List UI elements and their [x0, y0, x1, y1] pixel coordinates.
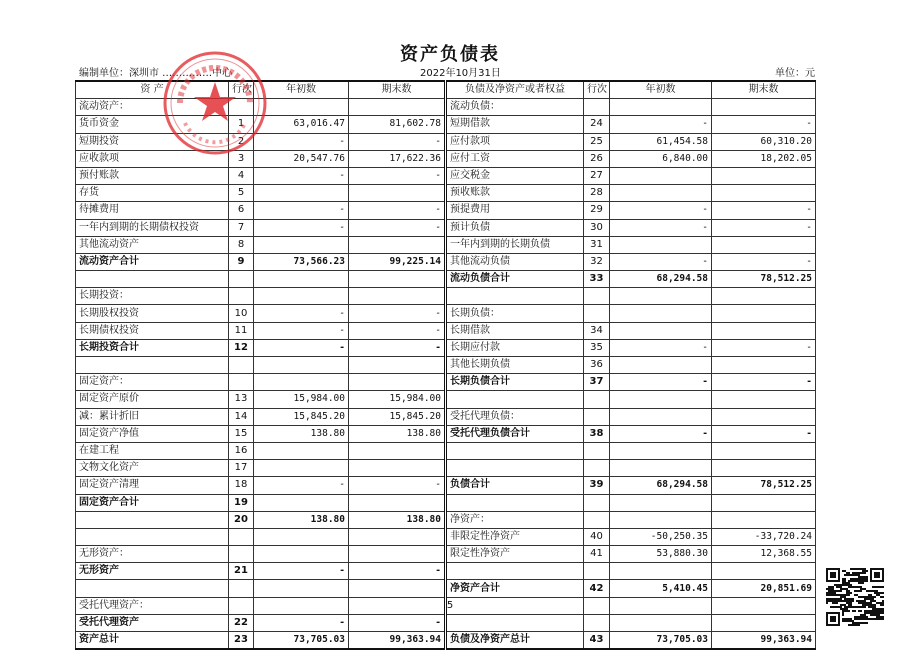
asset-end: 15,984.00 [349, 391, 446, 408]
liability-begin [610, 442, 712, 459]
asset-end: - [349, 305, 446, 322]
asset-end [349, 460, 446, 477]
liability-end [712, 305, 816, 322]
liability-line: 33 [584, 271, 610, 288]
liability-name: 受托代理负债合计 [446, 425, 584, 442]
liability-name: 流动负债： [446, 99, 584, 116]
asset-end: - [349, 322, 446, 339]
asset-end: 138.80 [349, 511, 446, 528]
asset-name: 无形资产 [76, 563, 229, 580]
asset-name: 长期投资： [76, 288, 229, 305]
liability-begin: 68,294.58 [610, 477, 712, 494]
asset-end: 99,363.94 [349, 632, 446, 650]
header-liability: 负债及净资产或者权益 [446, 81, 584, 99]
liability-begin: 61,454.58 [610, 133, 712, 150]
liability-line: 31 [584, 236, 610, 253]
table-row [76, 442, 816, 459]
asset-name: 固定资产净值 [76, 425, 229, 442]
liability-name: 预收账款 [446, 185, 584, 202]
table-row [76, 614, 816, 631]
liability-line [584, 408, 610, 425]
liability-begin [610, 357, 712, 374]
asset-begin: 138.80 [254, 511, 349, 528]
asset-begin: 20,547.76 [254, 150, 349, 167]
header-begin: 年初数 [254, 81, 349, 99]
liability-begin [610, 322, 712, 339]
official-seal-stamp [160, 48, 270, 158]
liability-end: - [712, 339, 816, 356]
asset-line: 18 [229, 477, 254, 494]
asset-begin: - [254, 219, 349, 236]
asset-name [76, 357, 229, 374]
liability-name [446, 391, 584, 408]
asset-begin: - [254, 167, 349, 184]
table-row [76, 477, 816, 494]
asset-end [349, 357, 446, 374]
asset-begin [254, 494, 349, 511]
liability-name: 长期负债合计 [446, 374, 584, 391]
asset-end: - [349, 563, 446, 580]
liability-begin [610, 494, 712, 511]
asset-line [229, 580, 254, 597]
liability-end: - [712, 202, 816, 219]
liability-begin [610, 288, 712, 305]
liability-line: 29 [584, 202, 610, 219]
liability-begin: - [610, 425, 712, 442]
asset-begin [254, 288, 349, 305]
liability-name: 预计负债 [446, 219, 584, 236]
asset-begin [254, 185, 349, 202]
asset-end [349, 374, 446, 391]
asset-line: 4 [229, 167, 254, 184]
table-row [76, 391, 816, 408]
liability-end [712, 236, 816, 253]
asset-begin: - [254, 614, 349, 631]
asset-line: 22 [229, 614, 254, 631]
liability-line: 27 [584, 167, 610, 184]
table-row [76, 494, 816, 511]
liability-end [712, 494, 816, 511]
liability-end: 78,512.25 [712, 271, 816, 288]
asset-end: - [349, 477, 446, 494]
header-end-2: 期末数 [712, 81, 816, 99]
asset-end [349, 99, 446, 116]
liability-end: 78,512.25 [712, 477, 816, 494]
asset-line: 9 [229, 253, 254, 270]
asset-end: - [349, 614, 446, 631]
table-row [76, 511, 816, 528]
liability-begin: -50,250.35 [610, 528, 712, 545]
asset-end: - [349, 202, 446, 219]
liability-line: 37 [584, 374, 610, 391]
table-row [76, 236, 816, 253]
liability-end: 12,368.55 [712, 546, 816, 563]
liability-line [584, 99, 610, 116]
asset-begin: - [254, 322, 349, 339]
liability-end: - [712, 219, 816, 236]
liability-end [712, 391, 816, 408]
asset-name: 无形资产： [76, 546, 229, 563]
liability-end [712, 185, 816, 202]
asset-end: 15,845.20 [349, 408, 446, 425]
header-asset: 资 产 [76, 81, 229, 99]
header-begin-2: 年初数 [610, 81, 712, 99]
asset-end: 81,602.78 [349, 116, 446, 133]
liability-begin [610, 167, 712, 184]
liability-name [446, 460, 584, 477]
asset-line: 16 [229, 442, 254, 459]
liability-name: 预提费用 [446, 202, 584, 219]
header-line-2: 行次 [584, 81, 610, 99]
asset-begin: - [254, 133, 349, 150]
liability-begin [610, 511, 712, 528]
asset-name: 应收款项 [76, 150, 229, 167]
asset-begin [254, 580, 349, 597]
asset-name: 长期债权投资 [76, 322, 229, 339]
liability-name: 负债合计 [446, 477, 584, 494]
liability-end: -33,720.24 [712, 528, 816, 545]
liability-line [584, 288, 610, 305]
header-end: 期末数 [349, 81, 446, 99]
asset-name: 文物文化资产 [76, 460, 229, 477]
table-row [76, 271, 816, 288]
table-row [76, 288, 816, 305]
header-line: 行次 [229, 81, 254, 99]
liability-line: 32 [584, 253, 610, 270]
liability-begin: - [610, 339, 712, 356]
liability-name: 一年内到期的长期负债 [446, 236, 584, 253]
liability-line: 35 [584, 339, 610, 356]
asset-line: 14 [229, 408, 254, 425]
asset-name: 预付账款 [76, 167, 229, 184]
liability-name [446, 442, 584, 459]
asset-end: 138.80 [349, 425, 446, 442]
asset-name: 减：累计折旧 [76, 408, 229, 425]
liability-line: 39 [584, 477, 610, 494]
asset-name: 受托代理资产 [76, 614, 229, 631]
asset-name: 一年内到期的长期债权投资 [76, 219, 229, 236]
liability-line: 41 [584, 546, 610, 563]
asset-begin: - [254, 563, 349, 580]
asset-name: 短期投资 [76, 133, 229, 150]
asset-name: 货币资金 [76, 116, 229, 133]
asset-begin: 138.80 [254, 425, 349, 442]
liability-end [712, 460, 816, 477]
liability-name: 长期应付款 [446, 339, 584, 356]
asset-name: 固定资产清理 [76, 477, 229, 494]
liability-line [584, 442, 610, 459]
liability-begin: 73,705.03 [610, 632, 712, 650]
liability-begin: 68,294.58 [610, 271, 712, 288]
liability-end [712, 442, 816, 459]
asset-line: 8 [229, 236, 254, 253]
liability-end: 20,851.69 [712, 580, 816, 597]
asset-line: 11 [229, 322, 254, 339]
prepared-by: 编制单位：深圳市 ……………中心 [79, 68, 233, 79]
asset-name: 流动资产： [76, 99, 229, 116]
asset-line: 6 [229, 202, 254, 219]
liability-begin [610, 460, 712, 477]
liability-end [712, 614, 816, 631]
asset-line [229, 288, 254, 305]
asset-line [229, 357, 254, 374]
asset-end: 17,622.36 [349, 150, 446, 167]
liability-line: 30 [584, 219, 610, 236]
asset-line: 1 [229, 116, 254, 133]
liability-line: 34 [584, 322, 610, 339]
table-row [76, 185, 816, 202]
report-date: 2022年10月31日 [420, 68, 501, 79]
liability-line: 25 [584, 133, 610, 150]
asset-name [76, 511, 229, 528]
table-row [76, 339, 816, 356]
asset-end [349, 271, 446, 288]
asset-name: 受托代理资产： [76, 597, 229, 614]
asset-begin [254, 374, 349, 391]
asset-begin [254, 271, 349, 288]
asset-begin: - [254, 202, 349, 219]
table-row [76, 580, 816, 597]
table-row [76, 357, 816, 374]
table-row [76, 632, 816, 650]
asset-begin [254, 528, 349, 545]
liability-begin [610, 614, 712, 631]
liability-name: 受托代理负债： [446, 408, 584, 425]
table-row [76, 202, 816, 219]
asset-line: 17 [229, 460, 254, 477]
liability-name: 净资产合计 [446, 580, 584, 597]
asset-line: 23 [229, 632, 254, 650]
asset-line: 3 [229, 150, 254, 167]
asset-begin [254, 442, 349, 459]
asset-line: 10 [229, 305, 254, 322]
table-row [76, 374, 816, 391]
asset-line [229, 374, 254, 391]
asset-end: - [349, 133, 446, 150]
liability-begin: - [610, 219, 712, 236]
asset-end [349, 288, 446, 305]
liability-line: 42 [584, 580, 610, 597]
liability-begin: - [610, 374, 712, 391]
liability-name [446, 614, 584, 631]
liability-line [584, 494, 610, 511]
asset-line [229, 271, 254, 288]
asset-begin [254, 236, 349, 253]
liability-end: - [712, 116, 816, 133]
asset-name: 固定资产原价 [76, 391, 229, 408]
asset-line [229, 528, 254, 545]
table-row [76, 528, 816, 545]
liability-line: 28 [584, 185, 610, 202]
liability-begin [610, 236, 712, 253]
liability-name [446, 494, 584, 511]
liability-begin: 53,880.30 [610, 546, 712, 563]
liability-line: 24 [584, 116, 610, 133]
asset-name: 其他流动资产 [76, 236, 229, 253]
liability-end [712, 167, 816, 184]
asset-begin [254, 460, 349, 477]
asset-line: 20 [229, 511, 254, 528]
asset-name [76, 528, 229, 545]
asset-begin: - [254, 305, 349, 322]
liability-name: 长期负债： [446, 305, 584, 322]
table-row [76, 546, 816, 563]
liability-end: - [712, 374, 816, 391]
liability-line: 40 [584, 528, 610, 545]
liability-end [712, 563, 816, 580]
asset-name: 资产总计 [76, 632, 229, 650]
liability-line [584, 563, 610, 580]
table-row [76, 563, 816, 580]
asset-line: 21 [229, 563, 254, 580]
liability-begin: - [610, 253, 712, 270]
liability-end: 18,202.05 [712, 150, 816, 167]
asset-end: - [349, 339, 446, 356]
asset-line [229, 546, 254, 563]
liability-end: 99,363.94 [712, 632, 816, 650]
liability-end [712, 408, 816, 425]
asset-name: 流动资产合计 [76, 253, 229, 270]
liability-end [712, 288, 816, 305]
asset-begin: 15,845.20 [254, 408, 349, 425]
liability-line: 36 [584, 357, 610, 374]
table-row [76, 408, 816, 425]
asset-end [349, 442, 446, 459]
liability-name: 应交税金 [446, 167, 584, 184]
table-row [76, 253, 816, 270]
asset-name: 长期股权投资 [76, 305, 229, 322]
liability-end [712, 99, 816, 116]
liability-end [712, 322, 816, 339]
liability-begin [610, 185, 712, 202]
asset-end [349, 185, 446, 202]
table-row [76, 322, 816, 339]
asset-name: 在建工程 [76, 442, 229, 459]
asset-begin: - [254, 339, 349, 356]
asset-name: 待摊费用 [76, 202, 229, 219]
table-row [76, 425, 816, 442]
liability-end: 60,310.20 [712, 133, 816, 150]
asset-line: 2 [229, 133, 254, 150]
liability-name: 负债及净资产总计 [446, 632, 584, 650]
liability-begin: 6,840.00 [610, 150, 712, 167]
asset-begin: - [254, 477, 349, 494]
asset-begin [254, 546, 349, 563]
liability-name [446, 288, 584, 305]
liability-name: 短期借款 [446, 116, 584, 133]
table-row [76, 167, 816, 184]
liability-begin [610, 99, 712, 116]
liability-line [584, 511, 610, 528]
asset-line: 19 [229, 494, 254, 511]
liability-line [584, 305, 610, 322]
liability-begin [610, 408, 712, 425]
liability-begin: 5,410.45 [610, 580, 712, 597]
liability-line [584, 460, 610, 477]
asset-end [349, 528, 446, 545]
liability-name: 应付款项 [446, 133, 584, 150]
liability-line: 38 [584, 425, 610, 442]
asset-name: 长期投资合计 [76, 339, 229, 356]
liability-begin [610, 391, 712, 408]
liability-line: 26 [584, 150, 610, 167]
currency-unit: 单位：元 [775, 68, 815, 79]
asset-line: 15 [229, 425, 254, 442]
liability-begin: - [610, 202, 712, 219]
liability-end: - [712, 253, 816, 270]
asset-name: 固定资产合计 [76, 494, 229, 511]
asset-line: 7 [229, 219, 254, 236]
asset-line: 13 [229, 391, 254, 408]
table-row [76, 305, 816, 322]
liability-end: - [712, 425, 816, 442]
asset-begin: 73,705.03 [254, 632, 349, 650]
liability-name [446, 563, 584, 580]
asset-end [349, 494, 446, 511]
asset-end: - [349, 219, 446, 236]
page-number: 5 [446, 600, 454, 611]
asset-end [349, 580, 446, 597]
asset-name [76, 580, 229, 597]
table-row [76, 460, 816, 477]
asset-line: 5 [229, 185, 254, 202]
asset-end [349, 546, 446, 563]
liability-name: 非限定性净资产 [446, 528, 584, 545]
asset-line: 12 [229, 339, 254, 356]
liability-begin [610, 305, 712, 322]
balance-sheet-table [75, 80, 816, 650]
liability-begin [610, 563, 712, 580]
asset-begin: 15,984.00 [254, 391, 349, 408]
liability-end [712, 511, 816, 528]
liability-line [584, 391, 610, 408]
liability-name: 限定性净资产 [446, 546, 584, 563]
liability-name: 流动负债合计 [446, 271, 584, 288]
liability-name: 应付工资 [446, 150, 584, 167]
liability-name: 其他流动负债 [446, 253, 584, 270]
liability-line: 43 [584, 632, 610, 650]
asset-begin: 63,016.47 [254, 116, 349, 133]
asset-end [349, 236, 446, 253]
asset-name: 固定资产： [76, 374, 229, 391]
asset-begin [254, 357, 349, 374]
asset-name: 存货 [76, 185, 229, 202]
report-title: 资产负债表 [400, 44, 500, 65]
liability-end [712, 357, 816, 374]
liability-begin: - [610, 116, 712, 133]
qr-code-icon [826, 568, 884, 626]
asset-end: 99,225.14 [349, 253, 446, 270]
liability-line [584, 614, 610, 631]
liability-name: 其他长期负债 [446, 357, 584, 374]
asset-end: - [349, 167, 446, 184]
asset-name [76, 271, 229, 288]
liability-name: 净资产： [446, 511, 584, 528]
table-row [76, 219, 816, 236]
liability-name: 长期借款 [446, 322, 584, 339]
asset-begin: 73,566.23 [254, 253, 349, 270]
